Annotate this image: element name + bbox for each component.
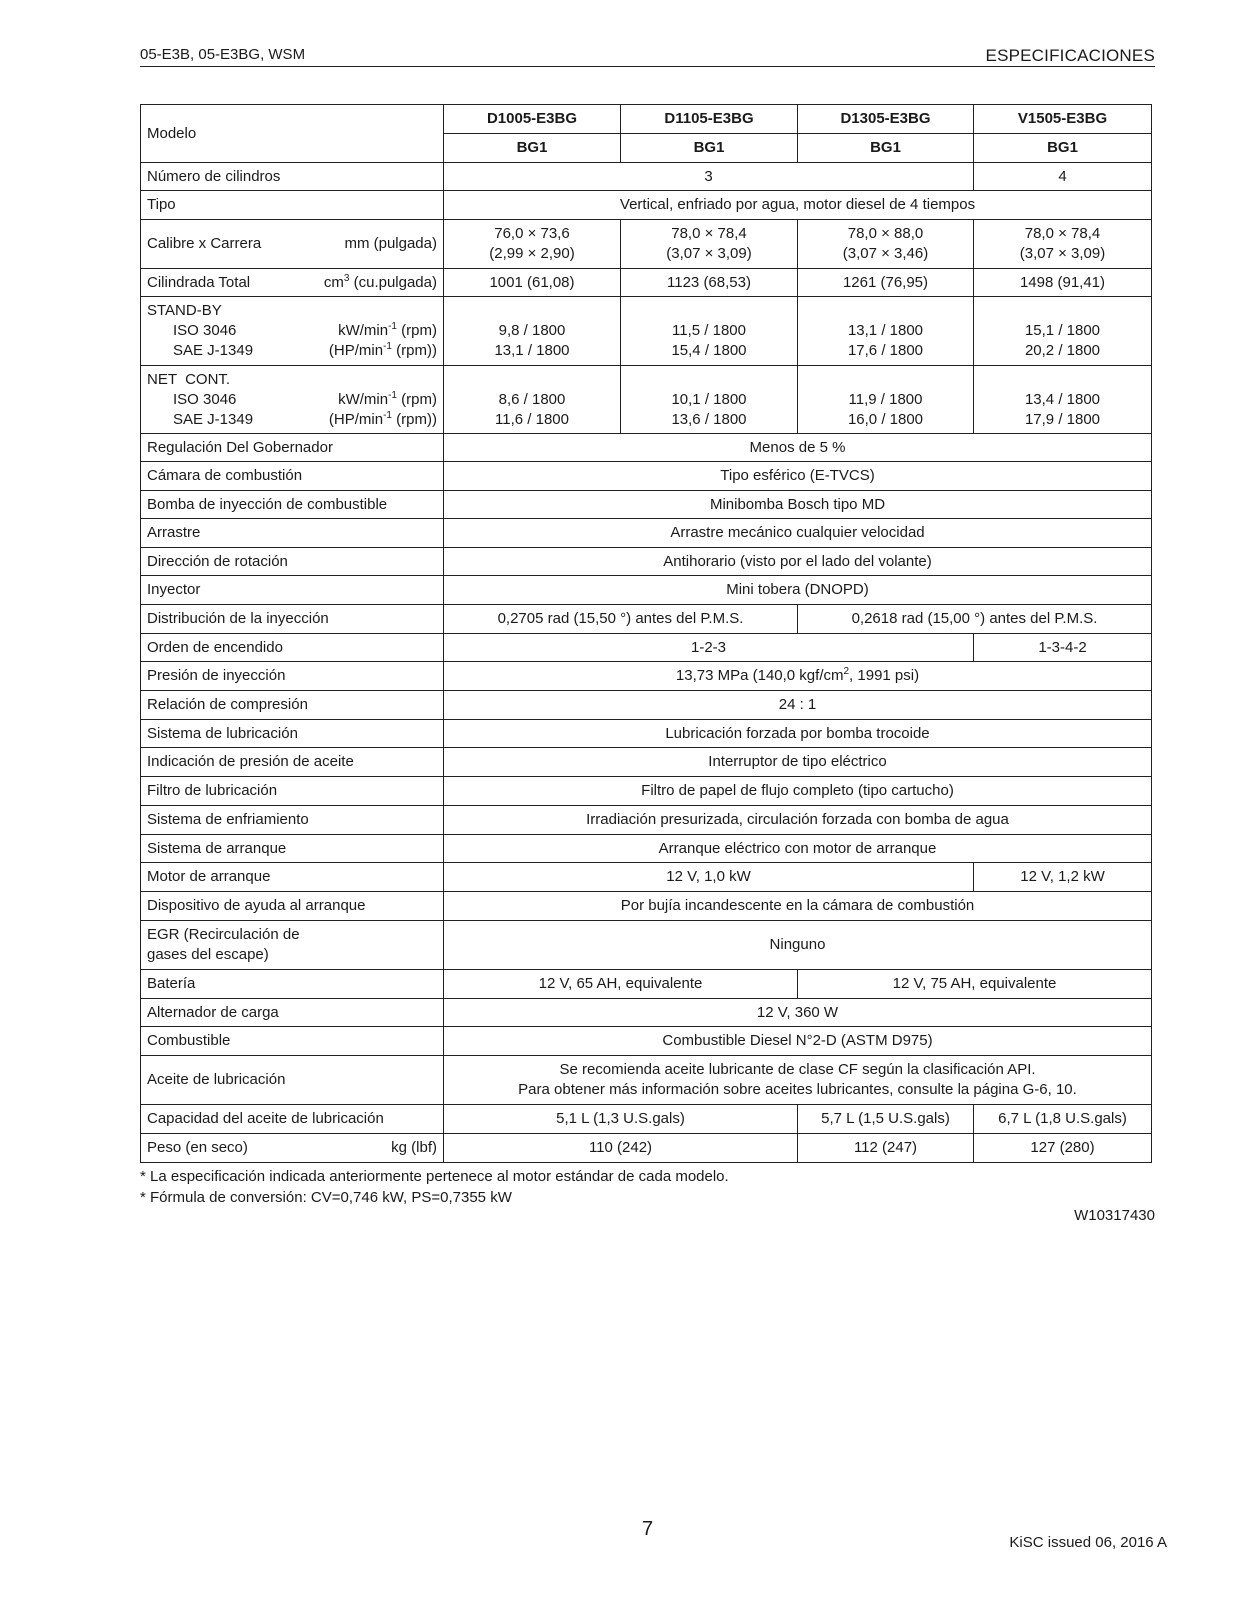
row-label: Peso (en seco) — [147, 1139, 248, 1156]
row-value: 76,0 × 73,6 — [494, 225, 570, 242]
table-row-model — [141, 105, 1152, 134]
row-value: 112 (247) — [798, 1134, 974, 1163]
table-row-battery — [141, 970, 1152, 999]
row-value: Antihorario (visto por el lado del volante) — [444, 548, 1152, 576]
row-value: 24 : 1 — [444, 691, 1152, 720]
table-row-oil-capacity — [141, 1105, 1152, 1134]
row-value: 1-3-4-2 — [974, 634, 1152, 662]
model-variant: BG1 — [444, 134, 621, 163]
row-value: (3,07 × 3,09) — [1019, 245, 1106, 262]
row-label: EGR (Recirculación de gases del escape) — [141, 921, 444, 970]
table-row-cooling-system — [141, 806, 1152, 835]
group-label: NET CONT. — [147, 370, 231, 388]
row-value: 12 V, 65 AH, equivalente — [444, 970, 798, 999]
table-row-lubrication-system — [141, 720, 1152, 748]
table-row-standby — [141, 297, 1152, 366]
row-value: 4 — [974, 163, 1152, 191]
row-value: 11,6 / 1800 — [495, 410, 569, 428]
table-row-starter-motor — [141, 863, 1152, 892]
row-label: Batería — [141, 970, 444, 999]
row-unit: $kW/\min^{-1}$ (rpm) — [338, 321, 437, 339]
row-value: Menos de 5 % — [444, 434, 1152, 462]
model-name: D1305-E3BG — [798, 105, 974, 134]
footnote: * Fórmula de conversión: CV=0,746 kW, PS=0,7355 kW — [140, 1189, 512, 1206]
group-label: STAND-BY — [147, 302, 222, 319]
row-value: 13,1 / 1800 — [494, 342, 570, 359]
row-value: 15,4 / 1800 — [671, 342, 747, 359]
row-value: Combustible Diesel N°2-D (ASTM D975) — [444, 1027, 1152, 1056]
row-value: Filtro de papel de flujo completo (tipo cartucho) — [444, 777, 1152, 806]
row-label: Regulación Del Gobernador — [141, 434, 444, 462]
model-name: D1005-E3BG — [444, 105, 621, 134]
row-value: 13,6 / 1800 — [671, 410, 747, 428]
row-label: Distribución de la inyección — [141, 605, 444, 634]
row-label: Capacidad del aceite de lubricación — [141, 1105, 444, 1134]
row-value: 15,1 / 1800 — [1024, 322, 1101, 339]
row-label: Bomba de inyección de combustible — [141, 491, 444, 519]
row-value: (3,07 × 3,46) — [842, 245, 929, 262]
table-row-combustion-chamber — [141, 462, 1152, 491]
row-value: 5,7 L (1,5 U.S.gals) — [798, 1105, 974, 1134]
row-value: 0,2705 rad (15,50 °) antes del P.M.S. — [444, 605, 798, 634]
row-value: Se recomienda aceite lubricante de clase CF según la clasificación API. — [559, 1061, 1036, 1078]
table-row-type — [141, 191, 1152, 220]
row-value: 12 V, 360 W — [444, 999, 1152, 1027]
row-value: Arrastre mecánico cualquier velocidad — [444, 519, 1152, 548]
table-row-dry-weight — [141, 1134, 1152, 1163]
sub-label: ISO 3046 — [173, 322, 237, 339]
row-label: Aceite de lubricación — [141, 1056, 444, 1105]
table-row-bore-stroke — [141, 220, 1152, 269]
row-value: 10,1 / 1800 — [671, 390, 747, 408]
row-value: 0,2618 rad (15,00 °) antes del P.M.S. — [798, 605, 1152, 634]
table-row-oil-pressure-indication — [141, 748, 1152, 777]
document-id: W10317430 — [1074, 1207, 1155, 1224]
row-label: Dirección de rotación — [141, 548, 444, 576]
row-unit: $kW/\min^{-1}$ (rpm) — [338, 389, 437, 408]
row-label: Orden de encendido — [141, 634, 444, 662]
table-row-net-cont — [141, 366, 1152, 434]
table-row-injector — [141, 576, 1152, 605]
row-value: (3,07 × 3,09) — [666, 245, 752, 262]
table-row-injection-timing — [141, 605, 1152, 634]
row-value: 13,1 / 1800 — [847, 322, 924, 339]
table-row-egr — [141, 921, 1152, 970]
row-label: Motor de arranque — [141, 863, 444, 892]
row-value: Mini tobera (DNOPD) — [444, 576, 1152, 605]
row-value: Arranque eléctrico con motor de arranque — [444, 835, 1152, 863]
row-label: Sistema de enfriamiento — [141, 806, 444, 835]
row-unit: $cm^3$ (cu.pulgada) — [323, 272, 437, 291]
table-row-governor — [141, 434, 1152, 462]
table-row-injection-pressure — [141, 662, 1152, 691]
issue-info: KiSC issued 06, 2016 A — [1009, 1534, 1167, 1551]
table-row-rotation — [141, 548, 1152, 576]
model-name: D1105-E3BG — [621, 105, 798, 134]
model-label: Modelo — [141, 105, 444, 163]
row-label: Relación de compresión — [141, 691, 444, 720]
row-label: Presión de inyección — [141, 662, 444, 691]
row-label: Combustible — [141, 1027, 444, 1056]
row-value: 78,0 × 78,4 — [671, 225, 747, 242]
model-variant: BG1 — [974, 134, 1152, 163]
row-value: 78,0 × 88,0 — [847, 225, 924, 242]
row-unit: kg (lbf) — [391, 1139, 437, 1156]
footnote: * La especificación indicada anteriormente pertenece al motor estándar de cada modelo. — [140, 1168, 729, 1185]
row-value: 12 V, 1,2 kW — [974, 863, 1152, 892]
table-row-firing-order — [141, 634, 1152, 662]
table-row-lubrication-filter — [141, 777, 1152, 806]
row-label: Arrastre — [141, 519, 444, 548]
row-value: 1498 (91,41) — [974, 269, 1152, 297]
row-label: Sistema de lubricación — [141, 720, 444, 748]
table-row-lubricating-oil — [141, 1056, 1152, 1105]
row-value: 12 V, 75 AH, equivalente — [798, 970, 1152, 999]
row-value: 110 (242) — [444, 1134, 798, 1163]
row-label: Tipo — [141, 191, 444, 220]
table-row-fuel — [141, 1027, 1152, 1056]
header-manual-code: 05-E3B, 05-E3BG, WSM — [140, 46, 306, 63]
table-row-cylinders — [141, 163, 1152, 191]
footnotes — [140, 1166, 729, 1208]
table-row-starting-aid — [141, 892, 1152, 921]
row-label: Inyector — [141, 576, 444, 605]
page-number: 7 — [642, 1518, 654, 1540]
model-variant: BG1 — [621, 134, 798, 163]
row-label: Calibre x Carrera — [147, 235, 262, 252]
row-value: 12 V, 1,0 kW — [444, 863, 974, 892]
sub-label: SAE J-1349 — [173, 342, 254, 359]
sub-label: ISO 3046 — [173, 390, 237, 408]
row-value: Para obtener más información sobre aceites lubricantes, consulte la página G-6, 10. — [518, 1081, 1077, 1098]
row-value: Interruptor de tipo eléctrico — [444, 748, 1152, 777]
row-value: 13,4 / 1800 — [1024, 390, 1101, 408]
row-label: Alternador de carga — [141, 999, 444, 1027]
row-value: 1-2-3 — [444, 634, 974, 662]
table-row-injection-pump — [141, 491, 1152, 519]
row-value: 127 (280) — [974, 1134, 1152, 1163]
row-value: 17,9 / 1800 — [1024, 410, 1101, 428]
specifications-table — [140, 104, 1152, 1163]
row-value: 11,5 / 1800 — [672, 322, 746, 339]
sub-label: SAE J-1349 — [173, 410, 254, 428]
row-value: 1001 (61,08) — [444, 269, 621, 297]
model-name: V1505-E3BG — [974, 105, 1152, 134]
table-row-drive — [141, 519, 1152, 548]
row-value: Irradiación presurizada, circulación forzada con bomba de agua — [444, 806, 1152, 835]
row-value: Tipo esférico (E-TVCS) — [444, 462, 1152, 491]
row-value: Minibomba Bosch tipo MD — [444, 491, 1152, 519]
row-value: 13,73 MPa (140,0 kgf/$cm^2$, 1991 psi) — [444, 662, 1152, 691]
row-value: 9,8 / 1800 — [498, 322, 566, 339]
row-value: 3 — [444, 163, 974, 191]
table-row-compression-ratio — [141, 691, 1152, 720]
row-label: Filtro de lubricación — [141, 777, 444, 806]
row-value: 1123 (68,53) — [621, 269, 798, 297]
row-value: 8,6 / 1800 — [498, 390, 566, 408]
row-unit: mm (pulgada) — [344, 235, 437, 252]
row-value: Ninguno — [444, 921, 1152, 970]
row-label: Cámara de combustión — [141, 462, 444, 491]
row-label: Número de cilindros — [141, 163, 444, 191]
row-value: Por bujía incandescente en la cámara de combustión — [444, 892, 1152, 921]
row-label: Cilindrada Total — [147, 273, 251, 291]
model-variant: BG1 — [798, 134, 974, 163]
row-unit: ($HP/\min^{-1}$ (rpm)) — [328, 409, 437, 428]
header-section-title: ESPECIFICACIONES — [985, 46, 1155, 65]
row-label: Dispositivo de ayuda al arranque — [141, 892, 444, 921]
row-unit: ($HP/\min^{-1}$ (rpm)) — [328, 341, 437, 359]
row-value: 11,9 / 1800 — [848, 390, 923, 408]
table-row-displacement — [141, 269, 1152, 297]
row-value: (2,99 × 2,90) — [489, 245, 575, 262]
row-value: Vertical, enfriado por agua, motor diesel de 4 tiempos — [444, 191, 1152, 220]
row-value: 78,0 × 78,4 — [1024, 225, 1101, 242]
row-value: 5,1 L (1,3 U.S.gals) — [444, 1105, 798, 1134]
row-label: Indicación de presión de aceite — [141, 748, 444, 777]
row-value: Lubricación forzada por bomba trocoide — [444, 720, 1152, 748]
header-divider — [140, 66, 1155, 67]
table-row-starting-system — [141, 835, 1152, 863]
row-value: 16,0 / 1800 — [847, 410, 924, 428]
table-row-alternator — [141, 999, 1152, 1027]
row-value: 20,2 / 1800 — [1024, 342, 1101, 359]
row-label: Sistema de arranque — [141, 835, 444, 863]
row-value: 6,7 L (1,8 U.S.gals) — [974, 1105, 1152, 1134]
row-value: 1261 (76,95) — [798, 269, 974, 297]
row-value: 17,6 / 1800 — [847, 342, 924, 359]
